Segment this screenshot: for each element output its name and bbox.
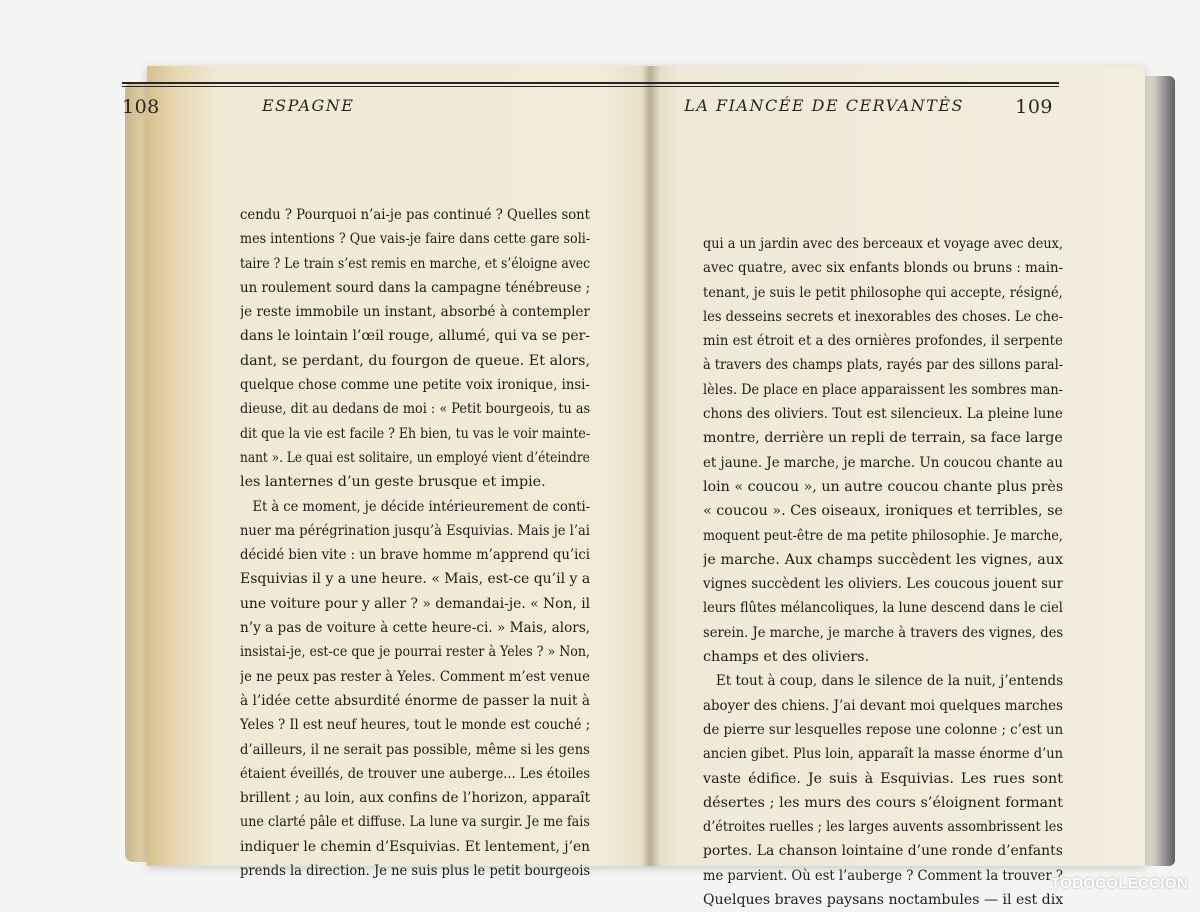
text-line: Esquivias il y a une heure. « Mais, est-ce qu’il y a xyxy=(240,571,591,588)
text-line: avec quatre, avec six enfants blonds ou bruns : main- xyxy=(703,260,1064,277)
text-line: à travers des champs plats, rayés par des sillons paral- xyxy=(703,357,1064,374)
text-line: « coucou ». Ces oiseaux, ironiques et terribles, se xyxy=(703,503,1063,520)
text-line: loin « coucou », un autre coucou chante plus près xyxy=(703,478,1064,495)
book-gutter xyxy=(642,66,660,866)
text-line: les desseins secrets et inexorables des choses. Le che- xyxy=(703,308,1064,325)
text-line: min est étroit et a des ornières profondes, il serpente xyxy=(703,333,1063,350)
text-line: dieuse, dit au dedans de moi : « Petit bourgeois, tu as xyxy=(240,401,591,418)
watermark: TODOCOLECCION xyxy=(1051,875,1188,892)
text-line: je ne peux pas rester à Yeles. Comment m’est venue xyxy=(240,668,590,685)
text-line: leurs flûtes mélancoliques, la lune descend dans le ciel xyxy=(703,600,1063,617)
text-line: me parvient. Où est l’auberge ? Comment la trouver ? xyxy=(703,867,1063,884)
text-line: ancien gibet. Plus loin, apparaît la masse énorme d’un xyxy=(703,746,1064,763)
text-line: moquent peut-être de ma petite philosophie. Je marche, xyxy=(703,527,1063,544)
text-line: d’ailleurs, il ne serait pas possible, même si les gens xyxy=(240,741,590,758)
text-line: dit que la vie est facile ? Eh bien, tu vas le voir mainte- xyxy=(240,425,591,442)
text-line: nant ». Le quai est solitaire, un employé vient d’éteindre xyxy=(240,449,590,466)
text-line: les lanternes d’un geste brusque et impie. xyxy=(240,474,546,491)
page-number: 109 xyxy=(1015,96,1053,118)
text-line: chons des oliviers. Tout est silencieux. La pleine lune xyxy=(703,406,1063,423)
text-line: insistai-je, est-ce que je pourrai rester à Yeles ? » Non, xyxy=(240,644,591,661)
text-line: Quelques braves paysans noctambules — il est dix xyxy=(703,892,1064,909)
header-rule xyxy=(122,82,597,87)
text-line: étaient éveillés, de trouver une auberge... Les étoiles xyxy=(240,765,591,782)
right-page-text xyxy=(703,232,1063,912)
book-cover-edge xyxy=(1141,76,1175,866)
text-line: et jaune. Je marche, je marche. Un coucou chante au xyxy=(703,454,1064,471)
text-line: un roulement sourd dans la campagne ténébreuse ; xyxy=(240,279,591,296)
text-line: de pierre sur lesquelles repose une colonne ; c’est un xyxy=(703,721,1064,738)
text-line: désertes ; les murs des cours s’éloignent formant xyxy=(703,794,1063,811)
text-line: nuer ma pérégrination jusqu’à Esquivias. Mais je l’ai xyxy=(240,522,590,539)
text-line: Et tout à coup, dans le silence de la nuit, j’entends xyxy=(703,673,1064,690)
text-line: je marche. Aux champs succèdent les vignes, aux xyxy=(703,551,1063,568)
text-line: lèles. De place en place apparaissent les sombres man- xyxy=(703,381,1064,398)
left-page-text xyxy=(240,203,590,883)
text-line: à l’idée cette absurdité énorme de passer la nuit à xyxy=(240,692,590,709)
header-rule xyxy=(589,82,1059,87)
text-line: portes. La chanson lointaine d’une ronde d’enfants xyxy=(703,843,1063,860)
text-line: dans le lointain l’œil rouge, allumé, qui va se per- xyxy=(240,328,590,345)
text-line: champs et des oliviers. xyxy=(703,649,870,666)
page-number: 108 xyxy=(122,96,160,118)
text-line: taire ? Le train s’est remis en marche, et s’éloigne avec xyxy=(240,255,591,272)
text-line: décidé bien vite : un brave homme m’apprend qu’ici xyxy=(240,547,590,564)
text-line: Et à ce moment, je décide intérieurement de conti- xyxy=(240,498,591,515)
text-line: dant, se perdant, du fourgon de queue. Et alors, xyxy=(240,352,590,369)
text-line: prends la direction. Je ne suis plus le petit bourgeois xyxy=(240,863,591,880)
text-line: brillent ; au loin, aux confins de l’horizon, apparaît xyxy=(240,790,591,807)
text-line: vignes succèdent les oliviers. Les coucous jouent sur xyxy=(703,576,1064,593)
text-line: Yeles ? Il est neuf heures, tout le monde est couché ; xyxy=(240,717,591,734)
text-line: tenant, je suis le petit philosophe qui accepte, résigné, xyxy=(703,284,1063,301)
left-page-header xyxy=(122,82,597,122)
right-page-header xyxy=(589,82,1059,122)
text-line: aboyer des chiens. J’ai devant moi quelques marches xyxy=(703,697,1063,714)
text-line: quelque chose comme une petite voix ironique, insi- xyxy=(240,377,590,394)
text-line: une clarté pâle et diffuse. La lune va surgir. Je me fais xyxy=(240,814,590,831)
text-line: vaste édifice. Je suis à Esquivias. Les rues sont xyxy=(703,770,1063,787)
running-title: LA FIANCÉE DE CERVANTÈS xyxy=(684,96,964,115)
text-line: indiquer le chemin d’Esquivias. Et lentement, j’en xyxy=(240,838,591,855)
text-line: serein. Je marche, je marche à travers des vignes, des xyxy=(703,624,1064,641)
text-line: n’y a pas de voiture à cette heure-ci. » Mais, alors, xyxy=(240,620,591,637)
text-line: montre, derrière un repli de terrain, sa face large xyxy=(703,430,1063,447)
text-line: qui a un jardin avec des berceaux et voyage avec deux, xyxy=(703,236,1063,252)
text-line: cendu ? Pourquoi n’ai-je pas continué ? Quelles sont xyxy=(240,207,591,223)
text-line: je reste immobile un instant, absorbé à contempler xyxy=(240,304,590,321)
text-line: mes intentions ? Que vais-je faire dans cette gare soli- xyxy=(240,231,591,248)
running-title: ESPAGNE xyxy=(262,96,355,115)
text-line: une voiture pour y aller ? » demandai-je. « Non, il xyxy=(240,595,591,612)
text-line: d’étroites ruelles ; les larges auvents assombrissent les xyxy=(703,819,1063,836)
